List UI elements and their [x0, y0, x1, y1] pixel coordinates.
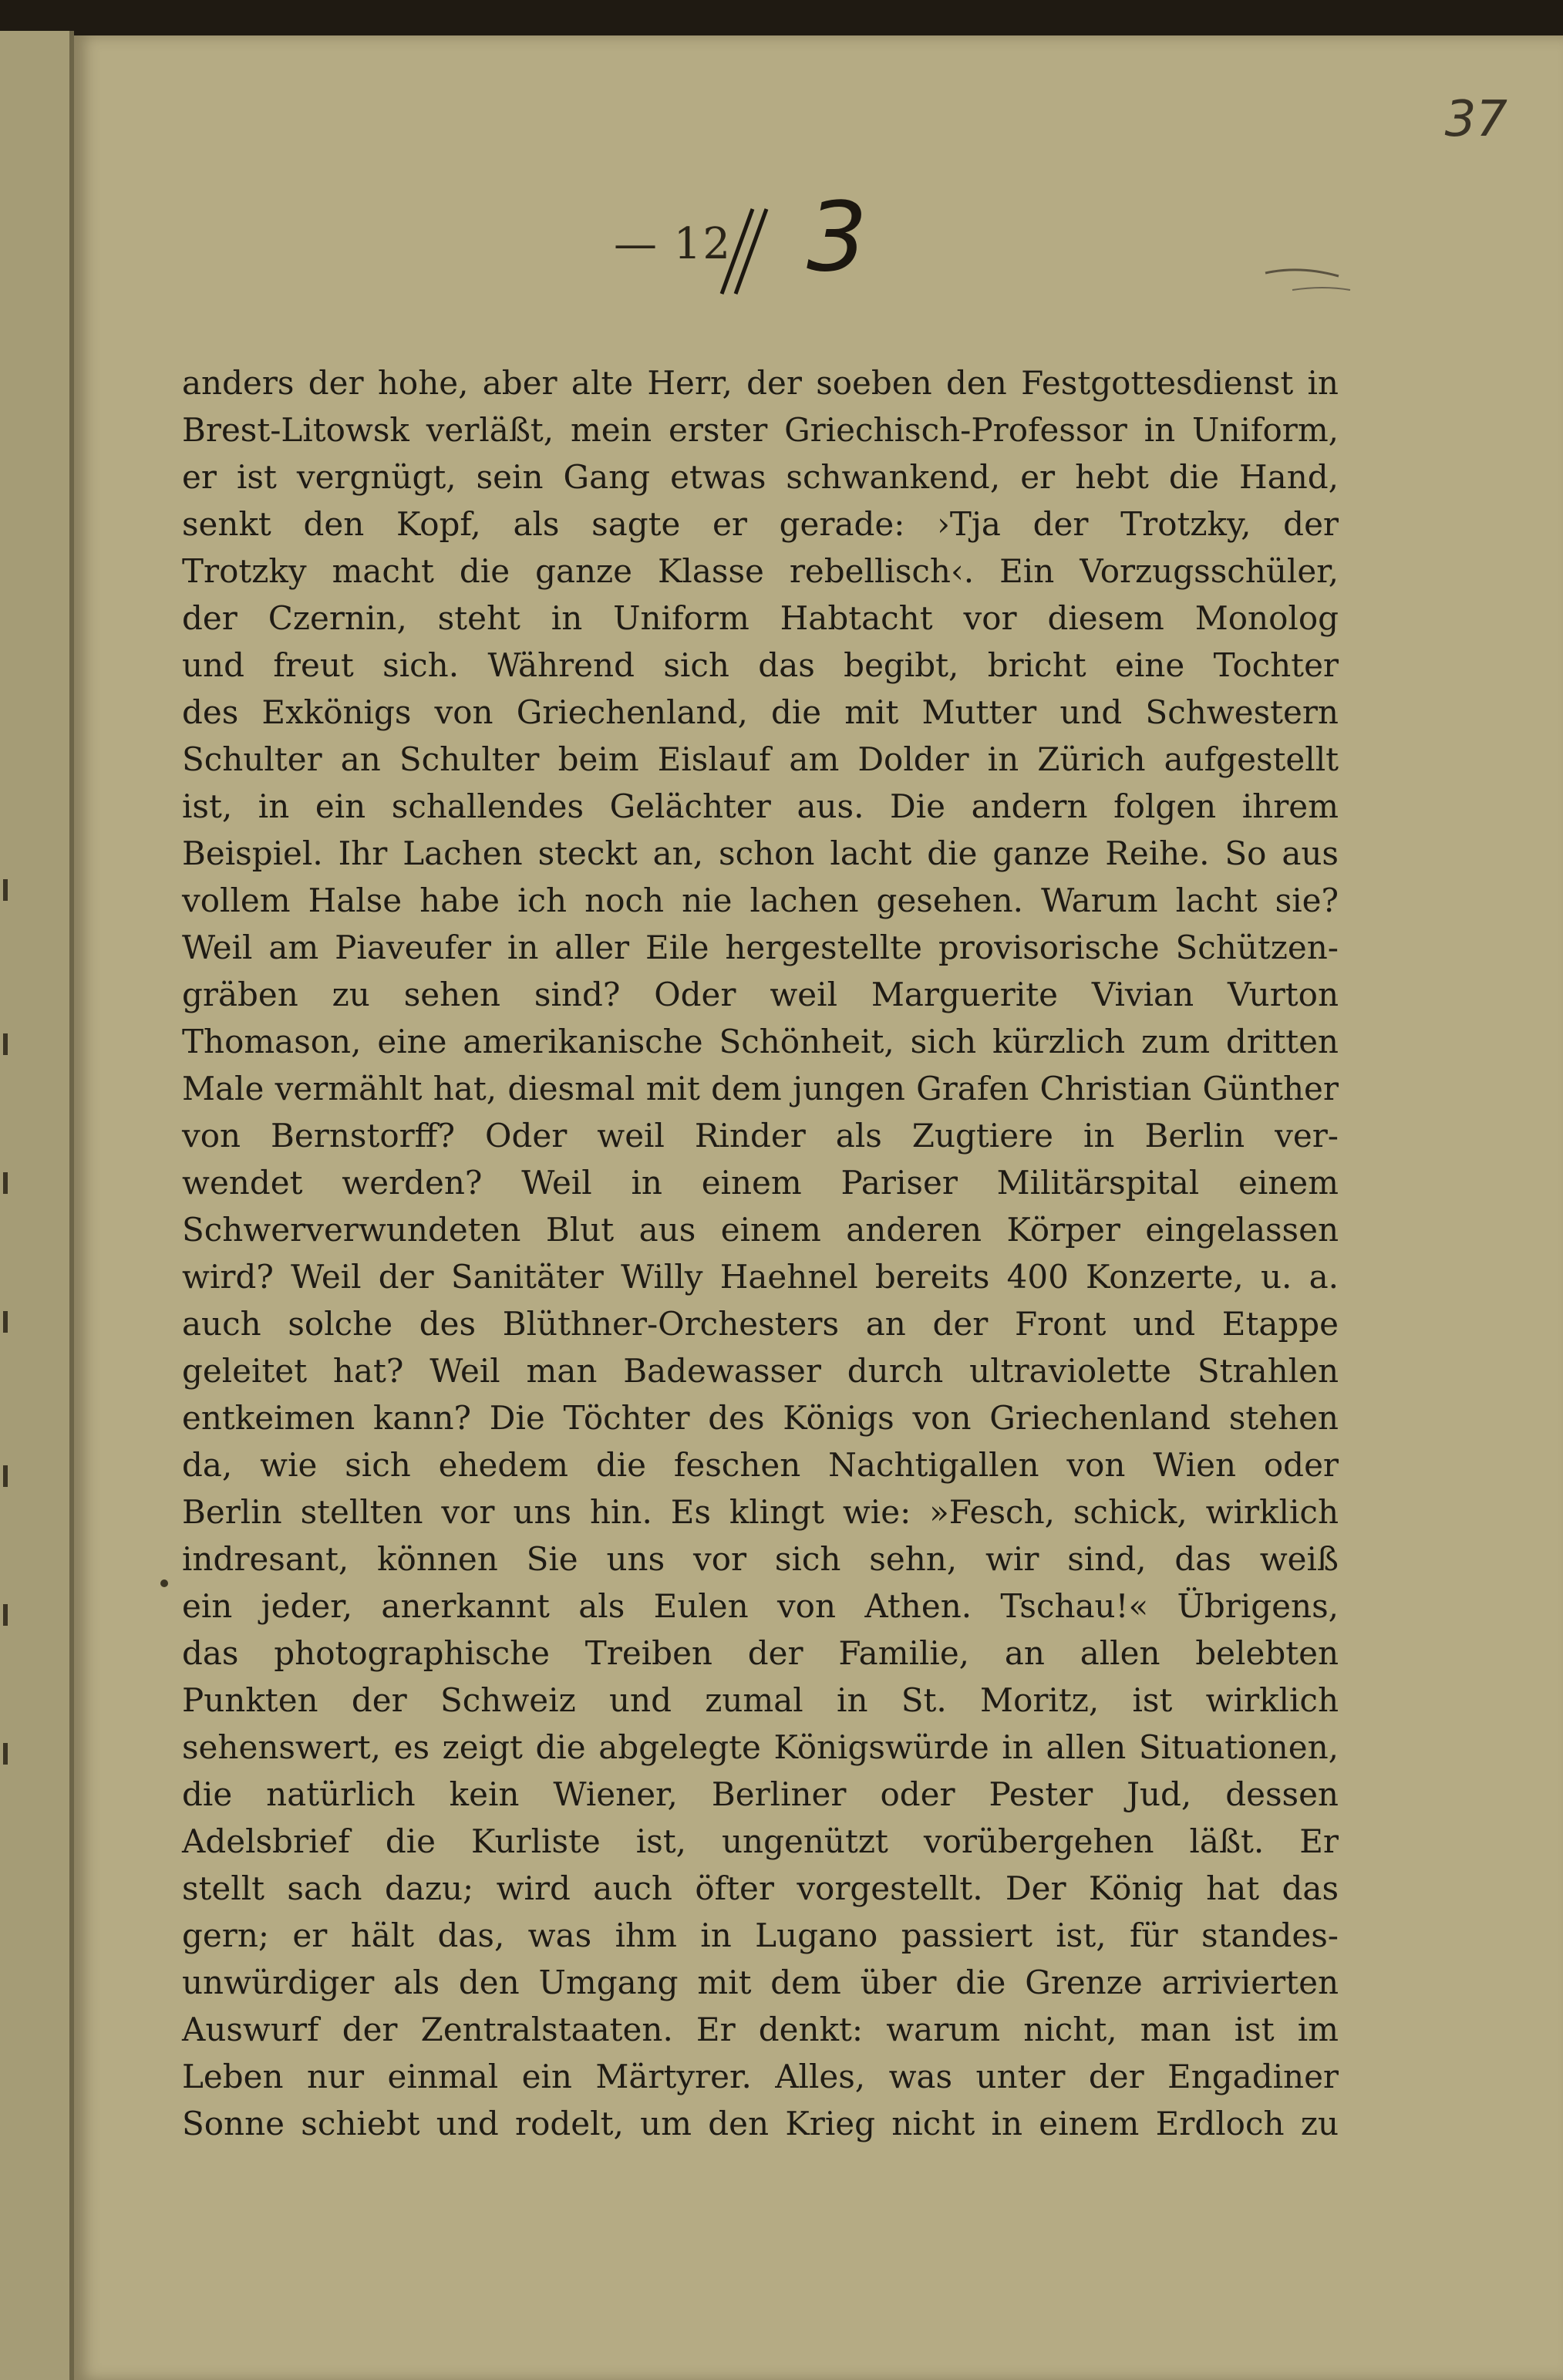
text-line: senkt den Kopf, als sagte er gerade: ›Tja der Trotzky, der	[182, 505, 1339, 543]
text-line: Schwerverwundeten Blut aus einem anderen Körper eingelassen	[182, 1211, 1339, 1249]
pencil-mark	[1262, 264, 1354, 295]
facing-page-edge	[0, 31, 74, 2380]
text-line: Sonne schiebt und rodelt, um den Krieg nicht in einem Erdloch zu	[182, 2105, 1339, 2142]
facing-page-marks	[3, 879, 34, 2113]
text-line: Auswurf der Zentralstaaten. Er denkt: warum nicht, man ist im	[182, 2011, 1339, 2048]
text-line: er ist vergnügt, sein Gang etwas schwankend, er hebt die Hand,	[182, 458, 1339, 496]
text-line: ist, in ein schallendes Gelächter aus. Die andern folgen ihrem	[182, 787, 1339, 825]
text-line: Beispiel. Ihr Lachen steckt an, schon lacht die ganze Reihe. So aus	[182, 834, 1339, 872]
text-line: auch solche des Blüthner-Orchesters an der Front und Etappe	[182, 1305, 1339, 1343]
text-line: Adelsbrief die Kurliste ist, ungenützt vorübergehen läßt. Er	[182, 1822, 1339, 1860]
printed-page-number: — 12	[614, 219, 733, 269]
text-line: Male vermählt hat, diesmal mit dem jungen Grafen Christian Günther	[182, 1070, 1339, 1107]
text-line: anders der hohe, aber alte Herr, der soeben den Festgottesdienst in	[182, 364, 1339, 402]
text-line: ein jeder, anerkannt als Eulen von Athen. Tschau!« Übrigens,	[182, 1587, 1339, 1625]
text-line: Weil am Piaveufer in aller Eile hergestellte provisorische Schützen-	[182, 929, 1339, 966]
text-line: gern; er hält das, was ihm in Lugano passiert ist, für standes-	[182, 1916, 1339, 1954]
text-line: geleitet hat? Weil man Badewasser durch ultraviolette Strahlen	[182, 1352, 1339, 1390]
handwritten-folio-number: 37	[1444, 91, 1507, 148]
text-line: gräben zu sehen sind? Oder weil Marguerite Vivian Vurton	[182, 976, 1339, 1013]
text-line: die natürlich kein Wiener, Berliner oder Pester Jud, dessen	[182, 1775, 1339, 1813]
text-line: Punkten der Schweiz und zumal in St. Moritz, ist wirklich	[182, 1681, 1339, 1719]
text-line: vollem Halse habe ich noch nie lachen gesehen. Warum lacht sie?	[182, 882, 1339, 919]
text-line: das photographische Treiben der Familie, an allen belebten	[182, 1634, 1339, 1672]
text-line: von Bernstorff? Oder weil Rinder als Zugtiere in Berlin ver-	[182, 1117, 1339, 1155]
text-line: des Exkönigs von Griechenland, die mit Mutter und Schwestern	[182, 693, 1339, 731]
text-line: Thomason, eine amerikanische Schönheit, sich kürzlich zum dritten	[182, 1023, 1339, 1060]
text-line: da, wie sich ehedem die feschen Nachtigallen von Wien oder	[182, 1446, 1339, 1484]
strikethrough-mark	[714, 205, 776, 298]
text-line: sehenswert, es zeigt die abgelegte Königswürde in allen Situationen,	[182, 1728, 1339, 1766]
text-line: Brest-Litowsk verläßt, mein erster Griechisch-Professor in Uniform,	[182, 411, 1339, 449]
body-text	[182, 359, 1339, 2147]
ink-spot	[160, 1579, 168, 1587]
text-line: Berlin stellten vor uns hin. Es klingt wie: »Fesch, schick, wirklich	[182, 1493, 1339, 1531]
text-line: Schulter an Schulter beim Eislauf am Dolder in Zürich aufgestellt	[182, 740, 1339, 778]
text-line: unwürdiger als den Umgang mit dem über die Grenze arrivierten	[182, 1964, 1339, 2001]
text-line: wird? Weil der Sanitäter Willy Haehnel bereits 400 Konzerte, u. a.	[182, 1258, 1339, 1296]
text-line: und freut sich. Während sich das begibt, bricht eine Tochter	[182, 646, 1339, 684]
text-line: Trotzky macht die ganze Klasse rebellisch‹. Ein Vorzugsschüler,	[182, 552, 1339, 590]
text-line: der Czernin, steht in Uniform Habtacht vor diesem Monolog	[182, 599, 1339, 637]
text-line: indresant, können Sie uns vor sich sehn, wir sind, das weiß	[182, 1540, 1339, 1578]
scan-top-edge	[0, 0, 1563, 40]
handwritten-page-number: 3	[807, 182, 867, 293]
text-line: entkeimen kann? Die Töchter des Königs von Griechenland stehen	[182, 1399, 1339, 1437]
book-page	[74, 35, 1563, 2380]
text-line: Leben nur einmal ein Märtyrer. Alles, was unter der Engadiner	[182, 2058, 1339, 2095]
page-number	[614, 182, 938, 293]
text-line: stellt sach dazu; wird auch öfter vorgestellt. Der König hat das	[182, 1869, 1339, 1907]
text-line: wendet werden? Weil in einem Pariser Militärspital einem	[182, 1164, 1339, 1202]
